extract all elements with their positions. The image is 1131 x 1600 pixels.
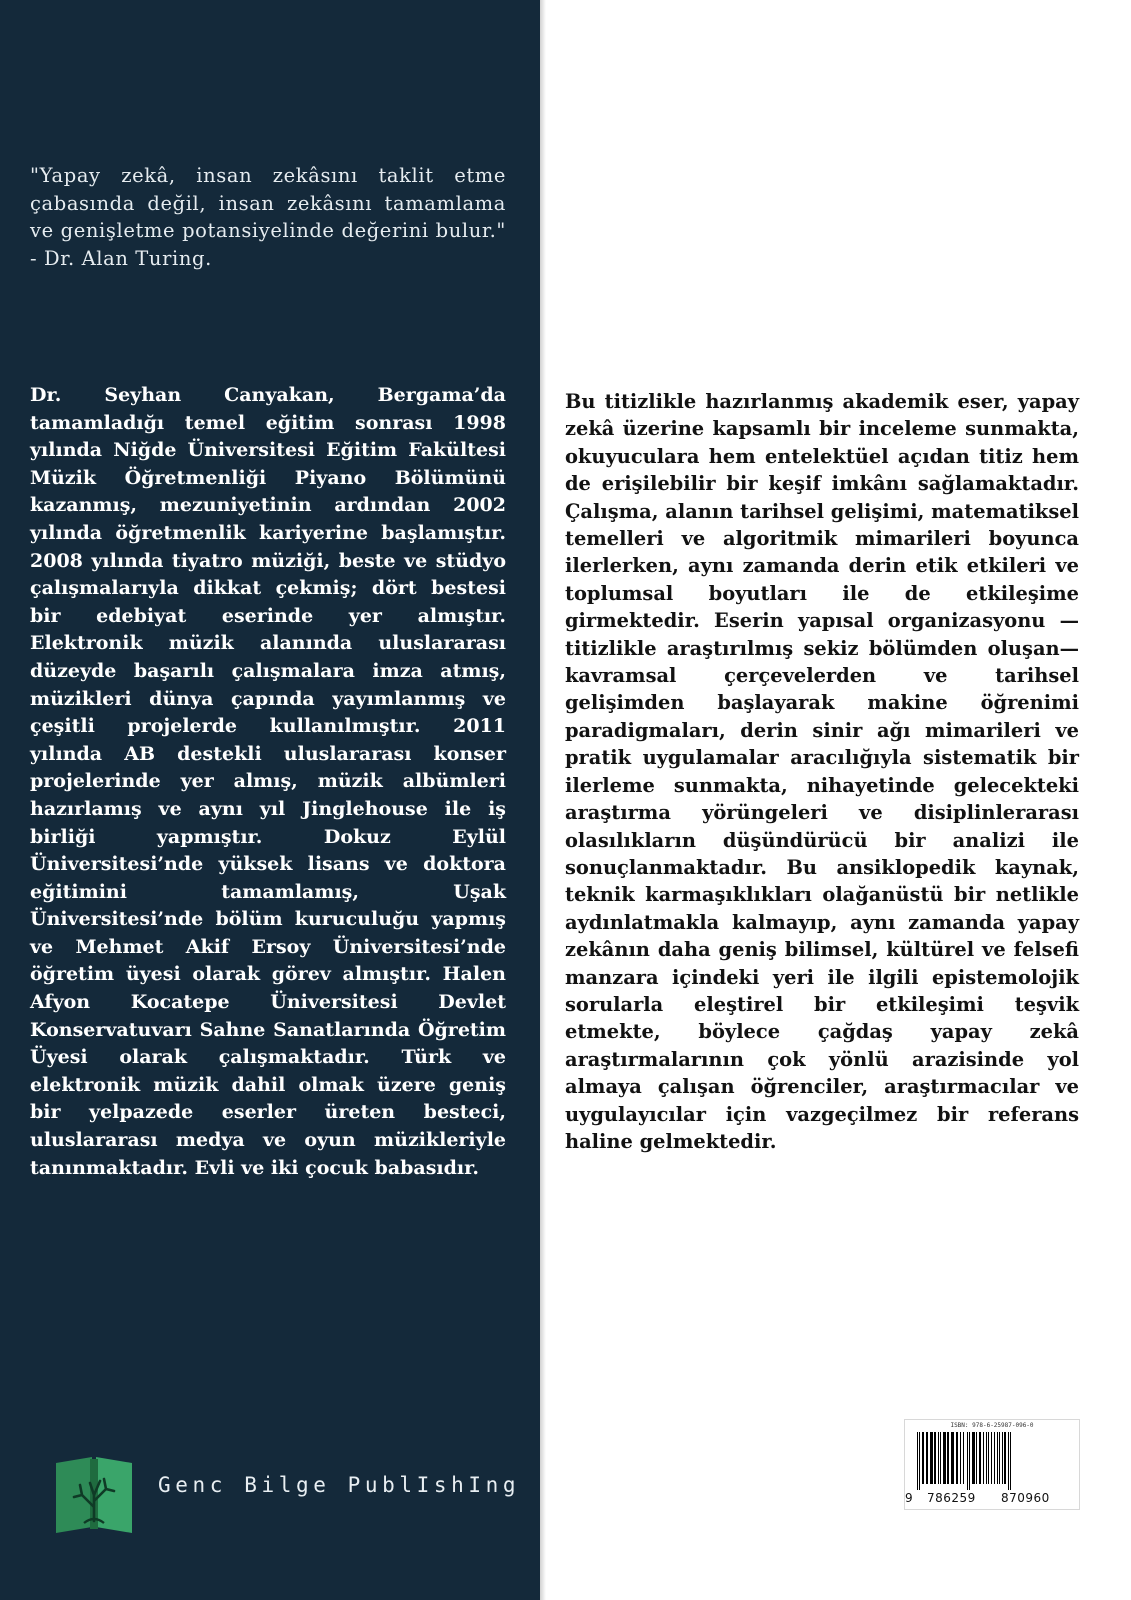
barcode-bar <box>997 1432 998 1484</box>
barcode-bar <box>1008 1432 1009 1490</box>
isbn-label: ISBN: 978-6-25987-096-0 <box>950 1422 1034 1429</box>
barcode-bar <box>999 1432 1000 1484</box>
isbn-barcode <box>904 1419 1080 1510</box>
barcode-digits-right: 870960 <box>1001 1491 1050 1505</box>
barcode-bar <box>947 1432 949 1484</box>
barcode-bars <box>915 1432 1069 1490</box>
barcode-bar <box>979 1432 981 1484</box>
barcode-bar <box>1010 1432 1011 1490</box>
barcode-bar <box>940 1432 941 1484</box>
publisher-imprint <box>54 1455 521 1535</box>
barcode-bar <box>976 1432 977 1484</box>
barcode-bar <box>956 1432 958 1484</box>
barcode-digits-left: 786259 <box>927 1491 976 1505</box>
book-tree-logo-icon <box>54 1455 134 1535</box>
barcode-bar <box>1004 1432 1006 1484</box>
author-biography: Dr. Seyhan Canyakan, Bergama’da tamamladığı temel eğitim sonrası 1998 yılında Niğde Üniversitesi Eğitim Fakültesi Müzik Öğretmenliği Piyano Bölümünü kazanmış, mezuniyetinin ardından 2002 yılında öğretmenlik kariyerine başlamıştır. 2008 yılında tiyatro müziği, beste ve stüdyo çalışmalarıyla dikkat çekmiş; dört bestesi bir edebiyat eserinde yer almıştır. Elektronik müzik alanında uluslararası düzeyde başarılı çalışmalara imza atmış, müzikleri dünya çapında yayımlanmış ve çeşitli projelerde kullanılmıştır. 2011 yılında AB destekli uluslararası konser projelerinde yer almış, müzik albümleri hazırlamış ve aynı yıl Jinglehouse ile iş birliği yapmıştır. Dokuz Eylül Üniversitesi’nde yüksek lisans ve doktora eğitimini tamamlamış, Uşak Üniversitesi’nde bölüm kuruculuğu yapmış ve Mehmet Akif Ersoy Üniversitesi’nde öğretim üyesi olarak görev almıştır. Halen Afyon Kocatepe Üniversitesi Devlet Konservatuvarı Sahne Sanatlarında Öğretim Üyesi olarak çalışmaktadır. Türk ve elektronik müzik dahil olmak üzere geniş bir yelpazede eserler üreten besteci, uluslararası medya ve oyun müzikleriyle tanınmaktadır. Evli ve iki çocuk babasıdır. <box>30 384 506 1179</box>
barcode-bar <box>991 1432 992 1484</box>
epigraph-quote: "Yapay zekâ, insan zekâsını taklit etme çabasında değil, insan zekâsını tamamlama ve genişletme potansiyelinde değerini bulur." - Dr. Alan Turing. <box>30 164 506 270</box>
barcode-bar <box>986 1432 987 1484</box>
barcode-bar <box>917 1432 918 1490</box>
barcode-bar <box>967 1432 968 1490</box>
barcode-bar <box>963 1432 964 1484</box>
spine-shadow <box>540 0 546 1600</box>
barcode-bar <box>919 1432 920 1490</box>
barcode-digit-first: 9 <box>905 1491 914 1505</box>
barcode-bar <box>938 1432 939 1484</box>
barcode-bar <box>930 1432 933 1484</box>
barcode-bar <box>983 1432 984 1484</box>
barcode-bar <box>960 1432 961 1484</box>
barcode-bar <box>951 1432 954 1484</box>
barcode-bar <box>994 1432 995 1484</box>
barcode-bar <box>972 1432 975 1484</box>
barcode-bar <box>943 1432 946 1484</box>
barcode-bar <box>988 1432 989 1484</box>
barcode-bar <box>969 1432 970 1490</box>
barcode-bar <box>926 1432 928 1484</box>
barcode-bar <box>1002 1432 1003 1484</box>
book-description: Bu titizlikle hazırlanmış akademik eser, yapay zekâ üzerine kapsamlı bir inceleme sunmakta, okuyuculara hem entelektüel açıdan titiz hem de erişilebilir bir keşif imkânı sağlamaktadır. Çalışma, alanın tarihsel gelişimi, matematiksel temelleri ve algoritmik mimarileri boyunca ilerlerken, aynı zamanda derin etik etkileri ve toplumsal boyutları ile de etkileşime girmektedir. Eserin yapısal organizasyonu —titizlikle araştırılmış sekiz bölümden oluşan— kavramsal çerçevelerden ve tarihsel gelişimden başlayarak makine öğrenimi paradigmaları, derin sinir ağı mimarileri ve pratik uygulamalar aracılığıyla sistematik bir ilerleme sunmakta, nihayetinde gelecekteki araştırma yörüngeleri ve disiplinlerarası olasılıkların düşündürücü bir analizi ile sonuçlanmaktadır. Bu ansiklopedik kaynak, teknik karmaşıklıkları olağanüstü bir netlikle aydınlatmakla kalmayıp, aynı zamanda yapay zekânın daha geniş bilimsel, kültürel ve felsefi manzara içindeki yeri ile ilgili epistemolojik sorularla eleştirel bir etkileşimi teşvik etmekte, böylece çağdaş yapay zekâ araştırmalarının çok yönlü arazisinde yol almaya çalışan öğrenciler, araştırmacılar ve uygulayıcılar için vazgeçilmez bir referans haline gelmektedir. <box>565 390 1079 1153</box>
barcode-bar <box>934 1432 936 1484</box>
publisher-name: Genc Bilge PublIshIng <box>158 1473 521 1497</box>
barcode-bar <box>922 1432 924 1484</box>
